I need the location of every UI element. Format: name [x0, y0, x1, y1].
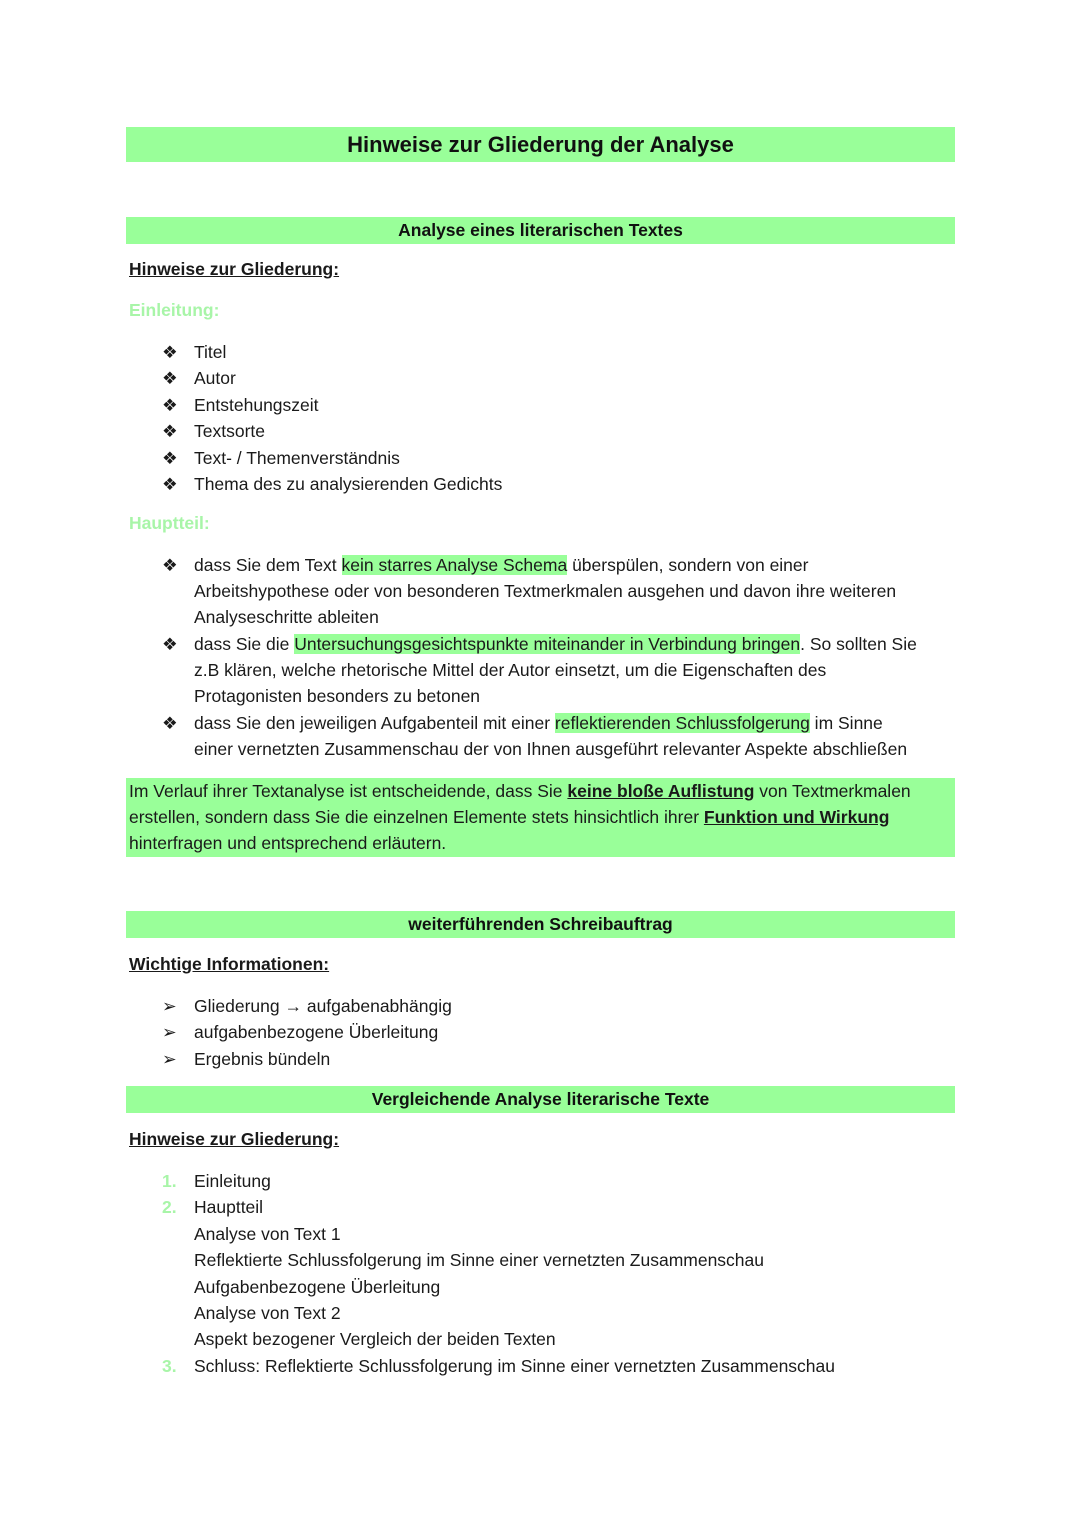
- diamond-bullet-icon: ❖: [162, 342, 178, 362]
- intro-label: Einleitung:: [129, 300, 220, 320]
- diamond-bullet-icon: ❖: [162, 555, 178, 575]
- page-title: Hinweise zur Gliederung der Analyse: [126, 127, 955, 162]
- main-part-label: Hauptteil:: [129, 513, 210, 533]
- diamond-bullet-icon: ❖: [162, 634, 178, 654]
- arrow-bullet-icon: ➢: [162, 996, 177, 1016]
- subhead-structure-notes-2: Hinweise zur Gliederung:: [129, 1129, 340, 1149]
- highlight: reflektierenden Schlussfolgerung: [554, 713, 810, 733]
- highlight: Untersuchungsgesichtspunkte miteinander in Verbindung bringen: [294, 634, 801, 654]
- arrow-bullet-icon: ➢: [162, 1022, 177, 1043]
- diamond-bullet-icon: ❖: [162, 421, 178, 442]
- subhead-structure-notes: Hinweise zur Gliederung:: [129, 259, 340, 279]
- diamond-bullet-icon: ❖: [162, 447, 178, 468]
- section-header-comparative-analysis: Vergleichende Analyse literarische Texte: [126, 1086, 955, 1113]
- highlight: kein starres Analyse Schema: [341, 555, 568, 575]
- diamond-bullet-icon: ❖: [162, 394, 178, 415]
- diamond-bullet-icon: ❖: [162, 368, 178, 389]
- key-note-box: Im Verlauf ihrer Textanalyse ist entscheidende, dass Sie keine bloße Auflistung von Textmerkmalen erstellen, sondern dass Sie die einzelnen Elemente stets hinsichtlich ihrer Funktion und Wirkung hinterfragen und entsprechend erläutern.: [126, 778, 955, 857]
- main-point-1: dass Sie dem Text kein starres Analyse Schema überspülen, sondern von einer Arbeitshypothese oder von besonderen Textmerkmalen ausgehen und davon ihre weiteren Analyseschritte ableiten: [194, 555, 897, 628]
- subhead-important-info: Wichtige Informationen:: [129, 954, 330, 974]
- main-point-2: dass Sie die Untersuchungsgesichtspunkte miteinander in Verbindung bringen. So sollten Sie z.B klären, welche rhetorische Mittel der Autor einsetzt, um die Eigenschaften des Protagonisten besonders zu betonen: [194, 634, 917, 707]
- diamond-bullet-icon: ❖: [162, 473, 178, 494]
- arrow-bullet-icon: ➢: [162, 1048, 177, 1069]
- section-header-literary-analysis: Analyse eines literarischen Textes: [126, 217, 955, 244]
- diamond-bullet-icon: ❖: [162, 713, 178, 733]
- section-header-writing-task: weiterführenden Schreibauftrag: [126, 911, 955, 938]
- main-point-3: dass Sie den jeweiligen Aufgabenteil mit einer reflektierenden Schlussfolgerung im Sinne einer vernetzten Zusammenschau der von Ihnen ausgeführt relevanter Aspekte abschließen: [194, 713, 908, 760]
